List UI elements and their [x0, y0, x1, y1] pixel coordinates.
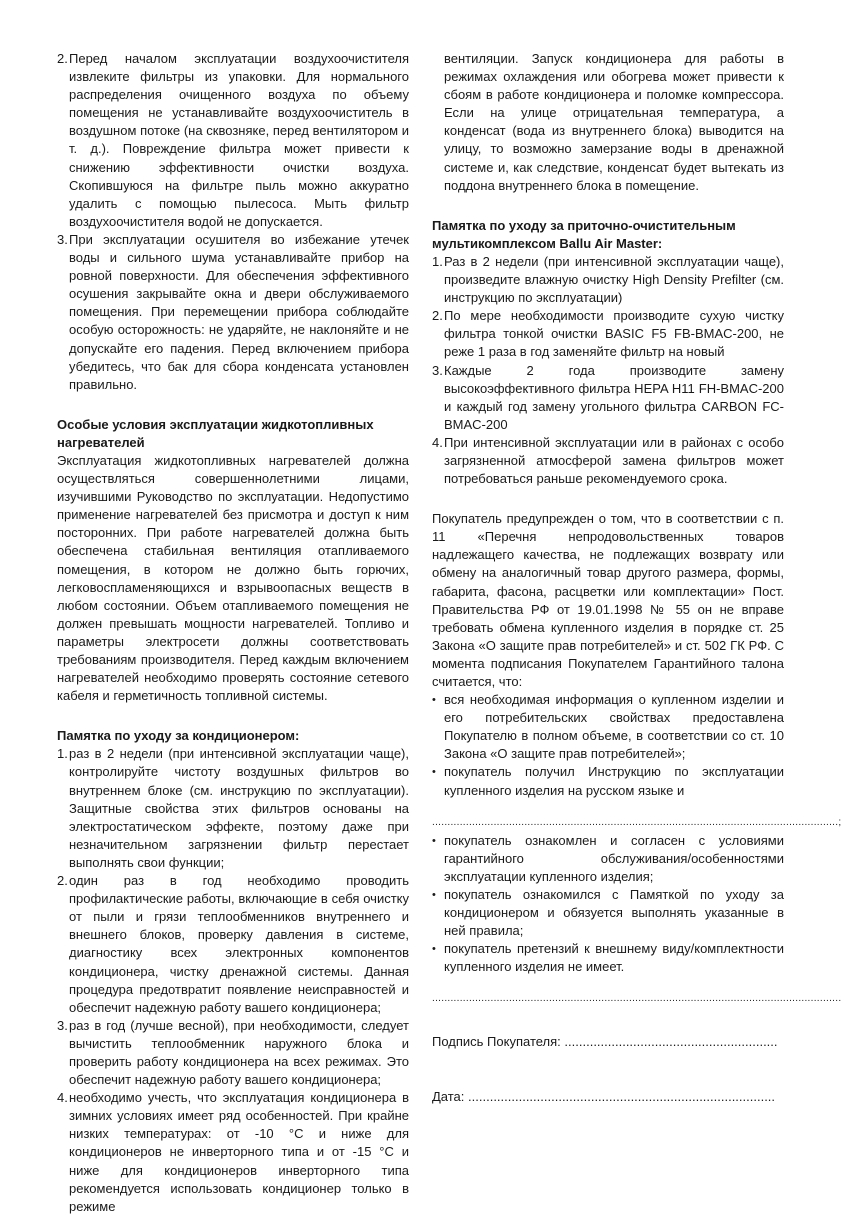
list-text: один раз в год необходимо проводить профилактические работы, включающие в себя очистку от пыли и грязи теплообменников внутреннего и внешнего блоков, проверку давления в системе, диагностику всех электронных компонентов кондиционера, чистку дренажной системы. Данная процедура предотвратит появление неисправностей и обеспечит надежную работу вашего кондиционера; [69, 873, 409, 1015]
bullet-text: покупатель получил Инструкцию по эксплуатации купленного изделия на русском языке и [444, 764, 784, 798]
list-text: Раз в 2 недели (при интенсивной эксплуатации чаще), произведите влажную очистку High Density Prefilter (см. инструкцию по эксплуатации) [444, 253, 784, 306]
airmaster-list [432, 253, 784, 488]
list-item [432, 763, 784, 799]
list-item [57, 745, 409, 872]
ac-list [57, 745, 409, 1215]
list-text: При интенсивной эксплуатации или в районах с особо загрязненной атмосферой замена фильтров может потребоваться раньше рекомендуемого срока. [444, 434, 784, 487]
ac-continuation: вентиляции. Запуск кондиционера для работы в режимах охлаждения или обогрева может привести к сбоям в работе кондиционера и поломке компрессора. Если на улице отрицательная температура, а конденсат (вода из внутреннего блока) выводится на улицу, то возможно замерзание воды в дренажной системе и, как следствие, конденсат будет вытекать из поддона внутреннего блока в помещение. [444, 51, 784, 193]
ac-heading: Памятка по уходу за кондиционером: [57, 728, 300, 744]
airmaster-heading: Памятка по уходу за приточно-очистительным мультикомплексом Ballu Air Master: [432, 217, 736, 251]
list-text: необходимо учесть, что эксплуатация кондиционера в зимних условиях имеет ряд особенностей. При крайне низких температурах: от -10 °С и ниже для кондиционеров не инверторного типа и от -15 °С и ниже для кондиционеров инверторного типа рекомендуется использовать кондиционер только в режиме [69, 1090, 409, 1214]
list-top [57, 50, 409, 394]
list-text: При эксплуатации осушителя во избежание утечек воды и сильного шума устанавливайте прибор на ровной поверхности. Для обеспечения эффективного осушения закрывайте окна и двери обслуживаемого помещения. При перемещении прибора соблюдайте особую осторожность: не ударяйте, не наклоняйте и не допускайте его падения. Перед включением прибора убедитесь, что бак для сбора конденсата установлен правильно. [69, 231, 409, 392]
list-text: По мере необходимости производите сухую чистку фильтра тонкой очистки BASIC F5 FB-BMAC-200, не реже 1 раза в год заменяйте фильтр на новый [444, 308, 784, 360]
list-number: 4. [57, 1090, 68, 1106]
list-number: 3. [57, 231, 68, 247]
list-item [57, 1089, 409, 1216]
list-item [432, 253, 784, 307]
list-item [57, 1017, 409, 1089]
list-item [432, 940, 784, 976]
bullet-text: покупатель ознакомился с Памяткой по уходу за кондиционером и обязуется выполнять указанные в ней правила; [444, 886, 784, 939]
heaters-paragraph: Эксплуатация жидкотопливных нагревателей должна осуществляться совершеннолетними лицами, изучившими Руководство по эксплуатации. Недопустимо применение нагревателей без присмотра и доступ к ним посторонних. При работе нагревателей должна быть обеспечена стабильная вентиляция отапливаемого помещения, в котором не должно быть горючих, легковоспламеняющихся и взрывоопасных веществ в любом состоянии. Объем отапливаемого помещения не должен превышать мощности нагревателей. Топливо и параметры электросети должны соответствовать требованиям производителя. Перед каждым включением нагревателей необходимо проверять состояние сетевого кабеля и герметичность топливной системы. [57, 452, 409, 704]
signature-label: Подпись Покупателя: [432, 1034, 561, 1049]
list-item [57, 231, 409, 394]
list-number: 2. [432, 308, 443, 324]
list-item [432, 307, 784, 361]
left-column [57, 50, 409, 1216]
list-number: 1. [57, 746, 68, 762]
date-label: Дата: [432, 1089, 465, 1104]
list-text: раз в 2 недели (при интенсивной эксплуатации чаще), контролируйте чистоту воздушных фильтров во внутреннем блоке (см. инструкцию по эксплуатации). Защитные свойства этих фильтров основаны на электростатическом эффекте, поэтому даже при незначительном загрязнении фильтр перестает выполнять свои функции; [69, 746, 409, 870]
list-item [57, 50, 409, 231]
bullet-text: покупатель ознакомлен и согласен с условиями гарантийного обслуживания/особенностями эксплуатации купленного изделия; [444, 832, 784, 884]
bullet-icon: • [432, 766, 436, 779]
heaters-heading: Особые условия эксплуатации жидкотопливных нагревателей [57, 416, 374, 450]
bullet-icon: • [432, 943, 436, 956]
list-number: 3. [57, 1017, 68, 1033]
list-number: 2. [57, 51, 68, 66]
list-item [432, 362, 784, 434]
dotted-fill-line-2: ..................................................................................................................................... [432, 993, 842, 1005]
bullet-icon: • [432, 834, 436, 847]
buyer-bullets-a [432, 691, 784, 800]
buyer-paragraph: Покупатель предупрежден о том, что в соответствии с п. 11 «Перечня непродовольственных товаров надлежащего качества, не подлежащих возврату или обмену на аналогичный товар другого размера, формы, габарита, фасона, расцветки или комплектации» Пост. Правительства РФ от 19.01.1998 № 55 он не вправе требовать обмена купленного изделия в порядке ст. 25 Закона «О защите прав потребителей» и ст. 502 ГК РФ. С момента подписания Покупателем Гарантийного талона считается, что: [432, 511, 784, 689]
bullet-text: покупатель претензий к внешнему виду/комплектности купленного изделия не имеет. [444, 941, 784, 975]
list-item [432, 691, 784, 763]
buyer-bullets-b [432, 832, 784, 977]
list-item [57, 872, 409, 1017]
list-text: Перед началом эксплуатации воздухоочистителя извлеките фильтры из упаковки. Для нормального распределения очищенного воздуха по объему помещения не устанавливайте воздухоочиститель в воздушном потоке (на сквозняке, перед вентилятором и т. д.). Повреждение фильтра может привести к снижению эффективности очистки воздуха. Скопившуюся на фильтре пыль можно аккуратно удалить с помощью пылесоса. Мыть фильтр воздухоочистителя водой не допускается. [69, 51, 409, 229]
list-text: Каждые 2 года производите замену высокоэффективного фильтра HEPA H11 FH-BMAC-200 и каждый год замену угольного фильтра CARBON FC-BMAC-200 [444, 362, 784, 432]
list-number: 4. [432, 434, 443, 450]
list-number: 1. [432, 253, 443, 269]
date-dots: ..................................................................................... [468, 1089, 776, 1104]
right-column [432, 50, 842, 1008]
bullet-text: вся необходимая информация о купленном изделии и его потребительских свойствах предоставлена Покупателю в полном объеме, в соответствии со ст. 10 Закона «О защите прав потребителей»; [444, 692, 784, 762]
list-text: раз в год (лучше весной), при необходимости, следует вычистить теплообменник наружного блока и проверить работу кондиционера на всех режимах. Это обеспечит надежную работу вашего кондиционера; [69, 1017, 409, 1088]
bullet-icon: • [432, 694, 436, 707]
date-line[interactable] [432, 1089, 775, 1104]
signature-dots: ........................................................... [564, 1034, 778, 1049]
list-number: 3. [432, 362, 443, 378]
list-item [432, 886, 784, 940]
list-item [432, 832, 784, 886]
list-number: 2. [57, 873, 68, 889]
dotted-fill-line: ....................................................................................................................................; [432, 816, 842, 828]
list-item [432, 434, 784, 488]
bullet-icon: • [432, 888, 436, 901]
signature-line[interactable] [432, 1034, 778, 1049]
